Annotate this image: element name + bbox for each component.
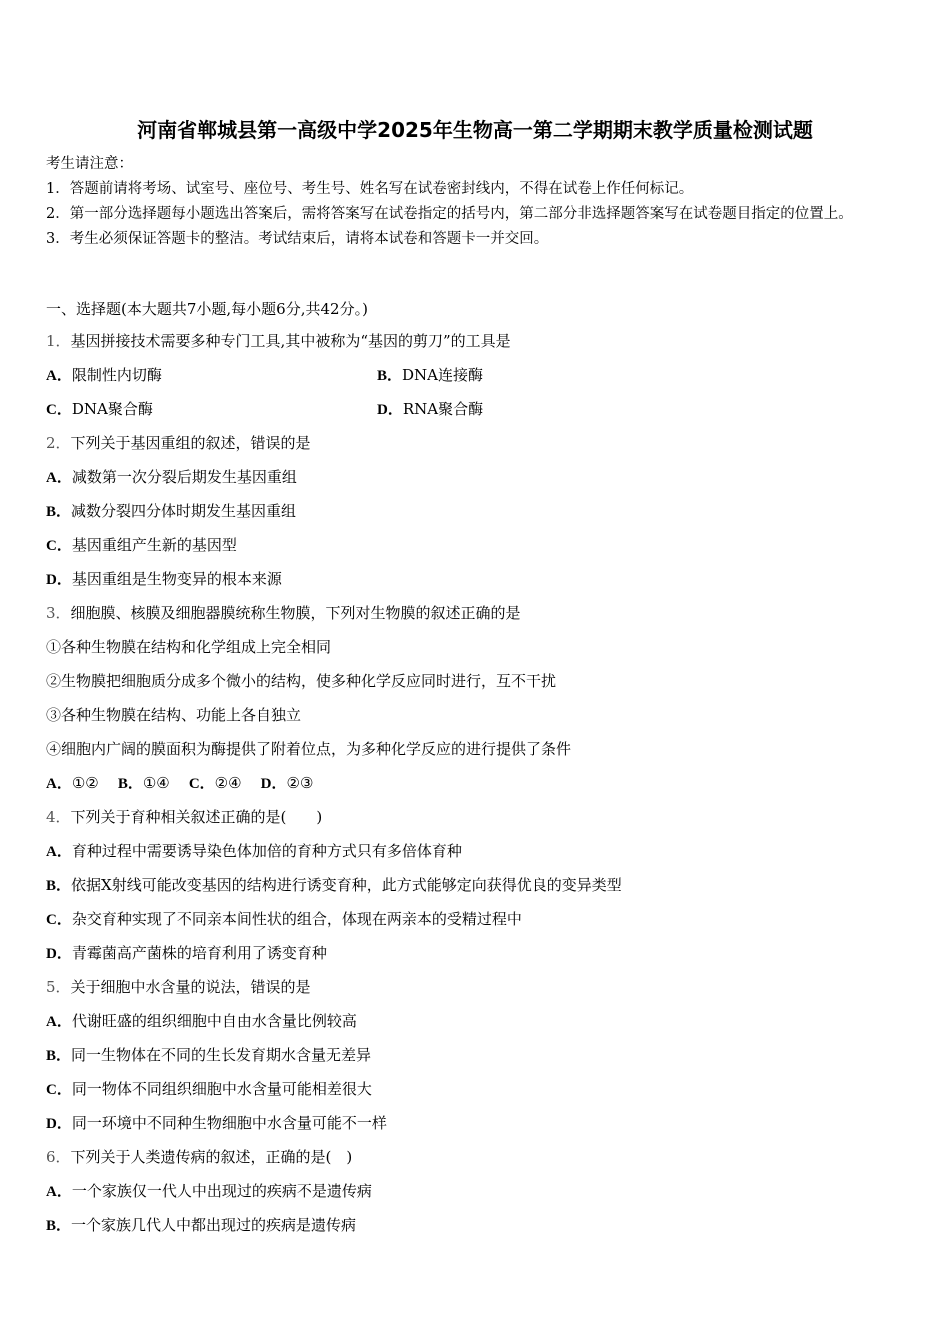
option-c[interactable]: C．②④ xyxy=(188,774,242,792)
option-b[interactable]: B．同一生物体在不同的生长发育期水含量无差异 xyxy=(46,1046,372,1064)
option-b[interactable]: B．DNA连接酶 xyxy=(377,366,483,384)
question-number: 1． xyxy=(46,332,71,350)
option-c[interactable]: C．同一物体不同组织细胞中水含量可能相差很大 xyxy=(46,1080,372,1098)
option-d[interactable]: D．RNA聚合酶 xyxy=(377,400,484,418)
option-c[interactable]: C．基因重组产生新的基因型 xyxy=(46,536,237,554)
notice-item: 3．考生必须保证答题卡的整洁。考试结束后，请将本试卷和答题卡一并交回。 xyxy=(46,231,549,247)
question-text: 基因拼接技术需要多种专门工具,其中被称为“基因的剪刀”的工具是 xyxy=(70,332,511,350)
questions-section xyxy=(46,294,906,1242)
statement: ①各种生物膜在结构和化学组成上完全相同 xyxy=(46,638,332,656)
statement: ③各种生物膜在结构、功能上各自独立 xyxy=(46,706,302,724)
question-text: 下列关于人类遗传病的叙述，正确的是( ) xyxy=(70,1148,353,1166)
question-3-stem xyxy=(46,596,906,630)
option-b[interactable]: B．依据X射线可能改变基因的结构进行诱变育种，此方式能够定向获得优良的变异类型 xyxy=(46,876,622,894)
option-d[interactable]: D．青霉菌高产菌株的培育利用了诱变育种 xyxy=(46,944,327,962)
option-d[interactable]: D．同一环境中不同种生物细胞中水含量可能不一样 xyxy=(46,1114,387,1132)
option-a[interactable]: A．①② xyxy=(46,774,99,792)
option-a[interactable]: A．减数第一次分裂后期发生基因重组 xyxy=(46,468,297,486)
option-a[interactable]: A．育种过程中需要诱导染色体加倍的育种方式只有多倍体育种 xyxy=(46,842,462,860)
option-c[interactable]: C．杂交育种实现了不同亲本间性状的组合，体现在两亲本的受精过程中 xyxy=(46,910,522,928)
option-row xyxy=(46,392,906,426)
page-title: 河南省郸城县第一高级中学2025年生物高一第二学期期末教学质量检测试题 xyxy=(137,118,813,142)
question-4-stem xyxy=(46,800,906,834)
question-text: 下列关于基因重组的叙述，错误的是 xyxy=(70,434,311,452)
question-text: 关于细胞中水含量的说法，错误的是 xyxy=(70,978,311,996)
question-6-stem xyxy=(46,1140,906,1174)
option-b[interactable]: B．一个家族几代人中都出现过的疾病是遗传病 xyxy=(46,1216,357,1234)
question-2-stem xyxy=(46,426,906,460)
option-a[interactable]: A．一个家族仅一代人中出现过的疾病不是遗传病 xyxy=(46,1182,372,1200)
question-number: 5． xyxy=(46,978,71,996)
notice-heading: 考生请注意： xyxy=(46,156,133,172)
question-text: 细胞膜、核膜及细胞器膜统称生物膜，下列对生物膜的叙述正确的是 xyxy=(70,604,521,622)
statement: ④细胞内广阔的膜面积为酶提供了附着位点，为多种化学反应的进行提供了条件 xyxy=(46,740,572,758)
option-b[interactable]: B．①④ xyxy=(117,774,170,792)
option-d[interactable]: D．基因重组是生物变异的根本来源 xyxy=(46,570,282,588)
notice-item: 1．答题前请将考场、试室号、座位号、考生号、姓名写在试卷密封线内，不得在试卷上作任何标记。 xyxy=(46,181,694,197)
option-a[interactable]: A．代谢旺盛的组织细胞中自由水含量比例较高 xyxy=(46,1012,357,1030)
option-row xyxy=(46,766,906,800)
statement: ②生物膜把细胞质分成多个微小的结构，使多种化学反应同时进行，互不干扰 xyxy=(46,672,557,690)
option-a[interactable]: A．限制性内切酶 xyxy=(46,366,162,384)
question-number: 4． xyxy=(46,808,71,826)
question-5-stem xyxy=(46,970,906,1004)
question-1-stem xyxy=(46,324,906,358)
notice-item: 2．第一部分选择题每小题选出答案后，需将答案写在试卷指定的括号内，第二部分非选择题答案写在试卷题目指定的位置上。 xyxy=(46,206,853,222)
question-number: 6． xyxy=(46,1148,71,1166)
question-number: 3． xyxy=(46,604,71,622)
option-d[interactable]: D．②③ xyxy=(260,774,314,792)
notice-block xyxy=(46,152,896,252)
option-b[interactable]: B．减数分裂四分体时期发生基因重组 xyxy=(46,502,297,520)
option-row xyxy=(46,358,906,392)
question-number: 2． xyxy=(46,434,71,452)
option-c[interactable]: C．DNA聚合酶 xyxy=(46,400,153,418)
section-header: 一、选择题(本大题共7小题,每小题6分,共42分。) xyxy=(46,300,368,318)
question-text: 下列关于育种相关叙述正确的是( ) xyxy=(70,808,323,826)
